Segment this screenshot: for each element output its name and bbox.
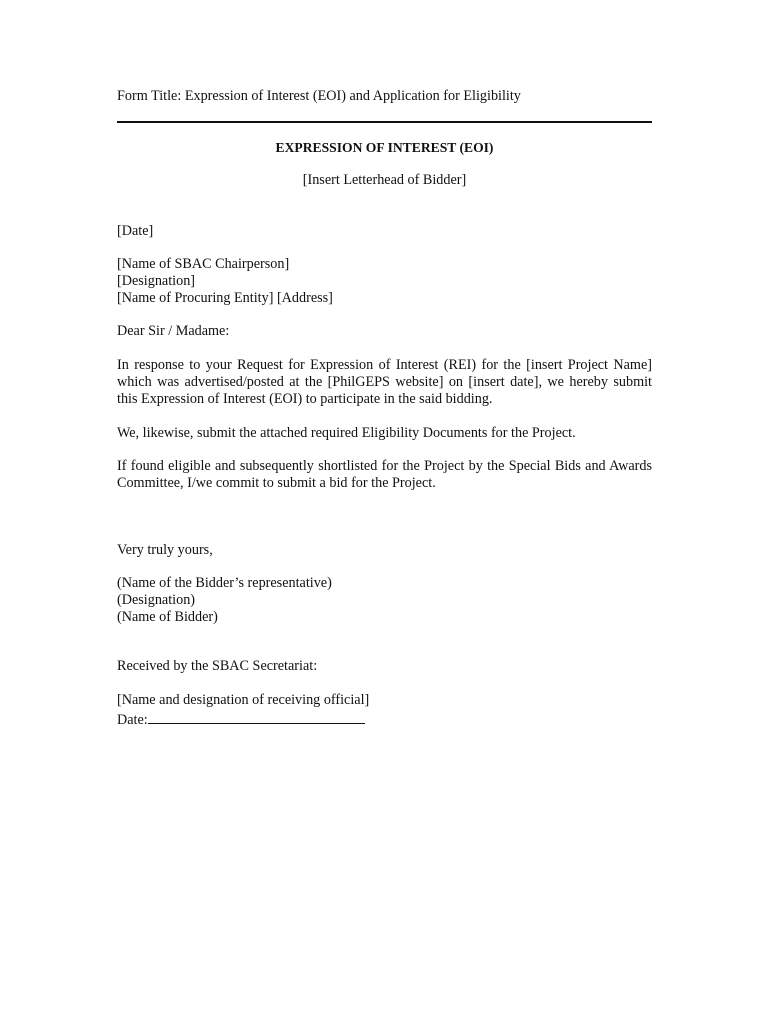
salutation: Dear Sir / Madame: (117, 323, 230, 339)
document-heading: EXPRESSION OF INTEREST (EOI) (275, 140, 494, 155)
receiving-official: [Name and designation of receiving official] (117, 692, 370, 708)
recipient-name: [Name of SBAC Chairperson] (117, 256, 290, 272)
recipient-designation: [Designation] (117, 273, 196, 289)
date-placeholder: [Date] (117, 223, 154, 239)
paragraph-1-line-2: which was advertised/posted at the [PhilGEPS website] on [insert date], we hereby submit (117, 374, 652, 390)
signatory-representative: (Name of the Bidder’s representative) (117, 575, 332, 591)
recipient-entity: [Name of Procuring Entity] [Address] (117, 290, 333, 306)
signatory-bidder: (Name of Bidder) (117, 609, 218, 625)
closing: Very truly yours, (117, 542, 213, 558)
paragraph-3-line-2: Committee, I/we commit to submit a bid for the Project. (117, 475, 436, 491)
received-by: Received by the SBAC Secretariat: (117, 658, 318, 674)
date-row (117, 709, 365, 729)
date-blank-line (148, 709, 365, 724)
letterhead-placeholder: [Insert Letterhead of Bidder] (302, 172, 467, 188)
title-divider (117, 121, 652, 123)
paragraph-1-line-3: this Expression of Interest (EOI) to participate in the said bidding. (117, 391, 493, 407)
paragraph-3-line-1: If found eligible and subsequently shortlisted for the Project by the Special Bids and Awards (117, 458, 652, 474)
paragraph-2: We, likewise, submit the attached required Eligibility Documents for the Project. (117, 425, 576, 441)
signatory-designation: (Designation) (117, 592, 196, 608)
date-label: Date: (117, 712, 148, 728)
paragraph-1-line-1: In response to your Request for Expression of Interest (REI) for the [insert Project Name] (117, 357, 652, 373)
form-title: Form Title: Expression of Interest (EOI) and Application for Eligibility (117, 88, 521, 104)
